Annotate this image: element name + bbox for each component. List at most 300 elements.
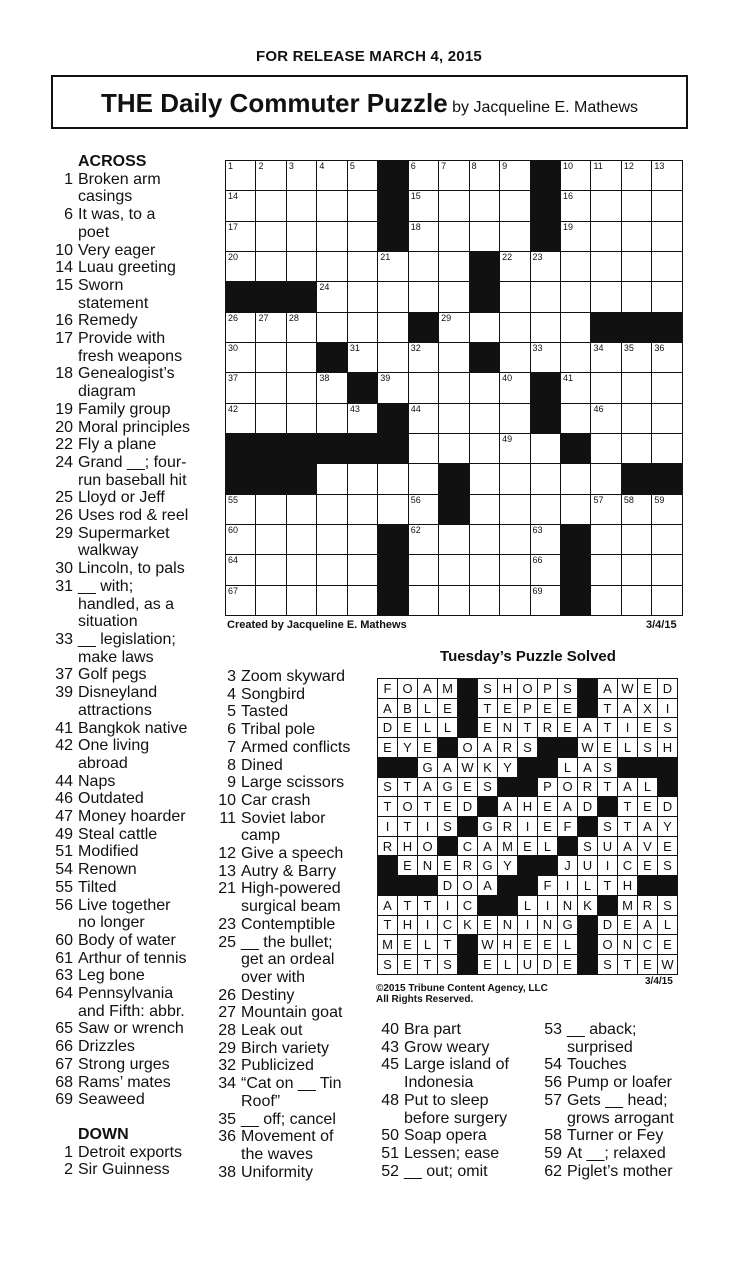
grid-cell[interactable] <box>226 373 256 403</box>
grid-cell[interactable] <box>256 403 286 433</box>
solution-cell: G <box>418 757 438 777</box>
solution-cell: T <box>438 935 458 955</box>
grid-cell[interactable] <box>347 161 377 191</box>
solution-cell: E <box>398 718 418 738</box>
clue-text-line: Steal cattle <box>78 825 158 843</box>
solution-cell: E <box>558 698 578 718</box>
puzzle-credit: Created by Jacqueline E. Mathews <box>227 619 407 631</box>
solution-cell: S <box>638 738 658 758</box>
grid-cell[interactable] <box>408 524 438 554</box>
clue-text-line: __ the bullet; <box>241 933 333 951</box>
clue-text-line: Movement of <box>241 1128 334 1146</box>
grid-cell[interactable] <box>347 251 377 281</box>
grid-cell[interactable] <box>256 191 286 221</box>
clue-item <box>213 1040 373 1058</box>
solution-cell: M <box>378 935 398 955</box>
solution-cell: A <box>598 679 618 699</box>
grid-cell[interactable] <box>347 342 377 372</box>
grid-cell[interactable] <box>591 555 621 585</box>
grid-cell[interactable] <box>469 494 499 524</box>
grid-cell[interactable] <box>591 282 621 312</box>
grid-cell[interactable] <box>500 585 530 615</box>
solution-cell: E <box>638 955 658 975</box>
grid-cell[interactable] <box>591 524 621 554</box>
grid-cell[interactable] <box>286 524 316 554</box>
grid-cell[interactable] <box>560 373 590 403</box>
grid-cell[interactable] <box>591 342 621 372</box>
grid-cell[interactable] <box>652 585 683 615</box>
clue-text-line: Publicized <box>241 1057 314 1075</box>
grid-cell[interactable] <box>378 282 408 312</box>
grid-cell[interactable] <box>652 251 683 281</box>
grid-cell[interactable] <box>591 251 621 281</box>
grid-cell[interactable] <box>286 251 316 281</box>
grid-row <box>226 282 683 312</box>
grid-cell[interactable] <box>317 585 347 615</box>
grid-cell[interactable] <box>286 161 316 191</box>
puzzle-grid <box>225 160 683 616</box>
grid-cell[interactable] <box>256 555 286 585</box>
cell-number: 59 <box>654 494 665 505</box>
grid-cell[interactable] <box>347 555 377 585</box>
grid-cell[interactable] <box>226 494 256 524</box>
grid-cell[interactable] <box>621 494 651 524</box>
cell-number: 63 <box>532 524 543 535</box>
solution-cell: E <box>438 698 458 718</box>
grid-cell[interactable] <box>530 585 560 615</box>
grid-cell[interactable] <box>591 494 621 524</box>
grid-cell[interactable] <box>286 191 316 221</box>
clue-item <box>213 880 373 915</box>
grid-cell[interactable] <box>500 524 530 554</box>
grid-cell[interactable] <box>256 524 286 554</box>
grid-cell[interactable] <box>621 161 651 191</box>
grid-cell[interactable] <box>317 494 347 524</box>
grid-cell[interactable] <box>500 282 530 312</box>
grid-cell[interactable] <box>439 373 469 403</box>
grid-cell[interactable] <box>500 373 530 403</box>
grid-cell[interactable] <box>317 464 347 494</box>
grid-cell[interactable] <box>439 403 469 433</box>
grid-cell[interactable] <box>591 373 621 403</box>
solution-row <box>378 718 678 738</box>
cell-number: 41 <box>562 373 573 384</box>
black-square <box>538 856 558 876</box>
black-square <box>652 464 683 494</box>
grid-cell[interactable] <box>621 221 651 251</box>
black-square <box>256 282 286 312</box>
grid-cell[interactable] <box>317 312 347 342</box>
grid-cell[interactable] <box>621 585 651 615</box>
clue-number: 60 <box>55 931 73 949</box>
grid-cell[interactable] <box>408 191 438 221</box>
black-square <box>378 856 398 876</box>
grid-cell[interactable] <box>286 555 316 585</box>
clue-text <box>73 808 220 826</box>
clue-text <box>73 578 220 631</box>
grid-cell[interactable] <box>226 342 256 372</box>
solution-cell: E <box>478 915 498 935</box>
grid-cell[interactable] <box>439 524 469 554</box>
grid-cell[interactable] <box>408 494 438 524</box>
cell-number: 44 <box>410 403 421 414</box>
grid-cell[interactable] <box>408 282 438 312</box>
grid-cell[interactable] <box>347 191 377 221</box>
black-square <box>652 312 683 342</box>
grid-cell[interactable] <box>226 161 256 191</box>
grid-cell[interactable] <box>317 524 347 554</box>
clue-text-line: Drizzles <box>78 1038 135 1056</box>
grid-cell[interactable] <box>347 221 377 251</box>
clue-item <box>50 401 220 419</box>
grid-cell[interactable] <box>621 524 651 554</box>
grid-cell[interactable] <box>286 342 316 372</box>
cell-number: 11 <box>593 161 603 171</box>
grid-cell[interactable] <box>469 555 499 585</box>
clue-number: 16 <box>55 312 73 330</box>
grid-cell[interactable] <box>500 555 530 585</box>
grid-cell[interactable] <box>439 251 469 281</box>
grid-cell[interactable] <box>591 403 621 433</box>
clue-item <box>50 578 220 631</box>
grid-cell[interactable] <box>500 403 530 433</box>
black-square <box>478 797 498 817</box>
grid-cell[interactable] <box>621 403 651 433</box>
solution-cell: O <box>458 876 478 896</box>
grid-cell[interactable] <box>530 464 560 494</box>
grid-cell[interactable] <box>560 342 590 372</box>
clue-number: 56 <box>544 1074 562 1092</box>
grid-cell[interactable] <box>500 342 530 372</box>
grid-cell[interactable] <box>530 433 560 463</box>
grid-cell[interactable] <box>621 251 651 281</box>
clue-text <box>236 703 373 721</box>
clue-number: 48 <box>381 1091 399 1109</box>
clue-text-line: Piglet’s mother <box>567 1162 673 1180</box>
clue-text <box>236 774 373 792</box>
grid-cell[interactable] <box>560 251 590 281</box>
grid-cell[interactable] <box>469 312 499 342</box>
grid-cell[interactable] <box>256 373 286 403</box>
solution-cell: T <box>618 955 638 975</box>
grid-cell[interactable] <box>652 191 683 221</box>
solution-cell: O <box>458 738 478 758</box>
grid-cell[interactable] <box>439 555 469 585</box>
grid-cell[interactable] <box>469 524 499 554</box>
grid-cell[interactable] <box>530 251 560 281</box>
grid-cell[interactable] <box>621 555 651 585</box>
solution-cell: A <box>478 876 498 896</box>
clue-number: 53 <box>544 1021 562 1038</box>
clue-text <box>236 1004 373 1022</box>
clue-item <box>213 1022 373 1040</box>
grid-cell[interactable] <box>439 433 469 463</box>
grid-cell[interactable] <box>560 221 590 251</box>
grid-cell[interactable] <box>256 251 286 281</box>
copyright-line-2: All Rights Reserved. <box>376 994 474 1005</box>
grid-cell[interactable] <box>469 403 499 433</box>
clue-text-line: __ off; cancel <box>241 1110 336 1128</box>
clue-text-line: Leg bone <box>78 967 145 985</box>
grid-cell[interactable] <box>408 373 438 403</box>
grid-cell[interactable] <box>439 161 469 191</box>
grid-cell[interactable] <box>408 403 438 433</box>
grid-cell[interactable] <box>378 464 408 494</box>
cell-number: 23 <box>532 251 543 262</box>
grid-cell[interactable] <box>347 585 377 615</box>
black-square <box>621 312 651 342</box>
grid-cell[interactable] <box>530 494 560 524</box>
solution-cell: E <box>478 718 498 738</box>
grid-cell[interactable] <box>621 433 651 463</box>
grid-cell[interactable] <box>652 494 683 524</box>
solution-cell: E <box>458 777 478 797</box>
grid-cell[interactable] <box>256 585 286 615</box>
grid-cell[interactable] <box>469 161 499 191</box>
solution-grid <box>377 678 678 975</box>
grid-cell[interactable] <box>591 191 621 221</box>
solution-cell: I <box>518 915 538 935</box>
clue-text-line: poet <box>78 223 110 241</box>
grid-cell[interactable] <box>652 221 683 251</box>
grid-cell[interactable] <box>560 403 590 433</box>
cell-number: 37 <box>228 373 239 384</box>
grid-cell[interactable] <box>347 494 377 524</box>
grid-cell[interactable] <box>652 161 683 191</box>
black-square <box>378 876 398 896</box>
solution-cell: K <box>478 757 498 777</box>
grid-cell[interactable] <box>591 221 621 251</box>
grid-cell[interactable] <box>347 403 377 433</box>
clue-item <box>50 419 220 437</box>
solution-row <box>378 777 678 797</box>
clue-number: 10 <box>218 791 236 809</box>
grid-cell[interactable] <box>530 342 560 372</box>
grid-cell[interactable] <box>469 191 499 221</box>
grid-cell[interactable] <box>591 161 621 191</box>
grid-cell[interactable] <box>317 373 347 403</box>
grid-cell[interactable] <box>621 282 651 312</box>
solution-cell: O <box>418 836 438 856</box>
black-square <box>538 738 558 758</box>
grid-cell[interactable] <box>591 464 621 494</box>
grid-cell[interactable] <box>439 312 469 342</box>
grid-cell[interactable] <box>347 524 377 554</box>
grid-cell[interactable] <box>317 221 347 251</box>
grid-cell[interactable] <box>226 524 256 554</box>
clue-text-line: Money hoarder <box>78 808 186 826</box>
grid-cell[interactable] <box>408 342 438 372</box>
grid-cell[interactable] <box>408 221 438 251</box>
grid-cell[interactable] <box>439 585 469 615</box>
grid-cell[interactable] <box>286 312 316 342</box>
black-square <box>560 555 590 585</box>
grid-cell[interactable] <box>621 373 651 403</box>
grid-cell[interactable] <box>226 251 256 281</box>
grid-cell[interactable] <box>621 191 651 221</box>
grid-cell[interactable] <box>591 585 621 615</box>
grid-cell[interactable] <box>500 494 530 524</box>
clue-text-line: Bangkok native <box>78 719 188 737</box>
grid-cell[interactable] <box>226 221 256 251</box>
grid-cell[interactable] <box>378 251 408 281</box>
clue-number: 51 <box>55 843 73 861</box>
grid-cell[interactable] <box>226 555 256 585</box>
grid-cell[interactable] <box>286 585 316 615</box>
grid-cell[interactable] <box>469 373 499 403</box>
grid-cell[interactable] <box>317 191 347 221</box>
cell-number: 19 <box>562 221 573 232</box>
clue-text-line: run baseball hit <box>78 471 187 489</box>
grid-cell[interactable] <box>500 191 530 221</box>
clue-text-line: Birch variety <box>241 1039 330 1057</box>
solution-cell: N <box>558 895 578 915</box>
grid-cell[interactable] <box>652 373 683 403</box>
black-square <box>560 524 590 554</box>
clue-number: 51 <box>381 1144 399 1162</box>
grid-cell[interactable] <box>591 433 621 463</box>
grid-cell[interactable] <box>347 312 377 342</box>
solution-cell: E <box>478 955 498 975</box>
grid-cell[interactable] <box>652 433 683 463</box>
clue-item <box>376 1127 536 1145</box>
grid-cell[interactable] <box>439 282 469 312</box>
solution-cell: Y <box>398 738 418 758</box>
clue-text <box>562 1127 689 1145</box>
grid-cell[interactable] <box>530 312 560 342</box>
solution-cell: T <box>618 797 638 817</box>
grid-cell[interactable] <box>439 342 469 372</box>
cell-number: 66 <box>532 555 543 566</box>
grid-cell[interactable] <box>439 191 469 221</box>
clue-number: 33 <box>55 630 73 648</box>
grid-cell[interactable] <box>560 282 590 312</box>
grid-cell[interactable] <box>500 251 530 281</box>
grid-cell[interactable] <box>469 464 499 494</box>
clue-item <box>50 790 220 808</box>
grid-cell[interactable] <box>652 403 683 433</box>
solution-row <box>378 757 678 777</box>
grid-cell[interactable] <box>469 585 499 615</box>
solution-cell: K <box>578 895 598 915</box>
cell-number: 35 <box>623 342 634 353</box>
grid-cell[interactable] <box>439 221 469 251</box>
grid-cell[interactable] <box>226 312 256 342</box>
clue-text <box>236 1057 373 1075</box>
grid-cell[interactable] <box>256 221 286 251</box>
grid-cell[interactable] <box>408 555 438 585</box>
clue-number: 6 <box>64 206 73 224</box>
solution-cell: E <box>618 915 638 935</box>
grid-cell[interactable] <box>530 555 560 585</box>
clue-text-line: Genealogist’s <box>78 365 175 383</box>
grid-cell[interactable] <box>500 312 530 342</box>
cell-number: 13 <box>654 161 665 171</box>
clue-text-line: Naps <box>78 772 116 790</box>
grid-cell[interactable] <box>286 494 316 524</box>
black-square <box>560 585 590 615</box>
cell-number: 29 <box>441 312 452 323</box>
clue-text <box>236 686 373 704</box>
grid-cell[interactable] <box>621 342 651 372</box>
grid-cell[interactable] <box>560 494 590 524</box>
solution-cell: C <box>638 935 658 955</box>
grid-cell[interactable] <box>652 524 683 554</box>
grid-cell[interactable] <box>286 373 316 403</box>
grid-cell[interactable] <box>500 221 530 251</box>
grid-cell[interactable] <box>256 161 286 191</box>
grid-cell[interactable] <box>317 555 347 585</box>
cell-number: 22 <box>502 251 513 262</box>
grid-cell[interactable] <box>652 342 683 372</box>
solution-row <box>378 876 678 896</box>
clue-text <box>73 507 220 525</box>
puzzle-title: THE Daily Commuter Puzzle <box>100 88 448 118</box>
grid-cell[interactable] <box>226 191 256 221</box>
grid-cell[interactable] <box>317 251 347 281</box>
black-square <box>498 876 518 896</box>
grid-cell[interactable] <box>500 464 530 494</box>
grid-cell[interactable] <box>317 161 347 191</box>
grid-cell[interactable] <box>408 251 438 281</box>
grid-cell[interactable] <box>286 221 316 251</box>
grid-cell[interactable] <box>317 403 347 433</box>
grid-cell[interactable] <box>652 282 683 312</box>
grid-cell[interactable] <box>652 555 683 585</box>
grid-cell[interactable] <box>347 464 377 494</box>
clue-text-line: and Fifth: abbr. <box>78 1002 185 1020</box>
clue-text-line: Touches <box>567 1056 627 1074</box>
grid-cell[interactable] <box>256 312 286 342</box>
grid-cell[interactable] <box>378 373 408 403</box>
grid-cell[interactable] <box>469 433 499 463</box>
grid-cell[interactable] <box>378 494 408 524</box>
clue-item <box>213 934 373 987</box>
clue-number: 26 <box>55 507 73 525</box>
grid-cell[interactable] <box>256 494 286 524</box>
solution-cell: L <box>618 738 638 758</box>
grid-cell[interactable] <box>378 312 408 342</box>
grid-cell[interactable] <box>378 342 408 372</box>
clue-text <box>73 720 220 738</box>
grid-cell[interactable] <box>560 161 590 191</box>
grid-cell[interactable] <box>500 433 530 463</box>
grid-cell[interactable] <box>560 312 590 342</box>
grid-cell[interactable] <box>347 282 377 312</box>
grid-cell[interactable] <box>408 464 438 494</box>
clue-text <box>236 987 373 1005</box>
grid-cell[interactable] <box>560 464 590 494</box>
grid-cell[interactable] <box>226 585 256 615</box>
grid-cell[interactable] <box>560 191 590 221</box>
grid-cell[interactable] <box>530 524 560 554</box>
grid-cell[interactable] <box>408 433 438 463</box>
grid-cell[interactable] <box>469 221 499 251</box>
grid-cell[interactable] <box>408 161 438 191</box>
clue-text <box>236 880 373 915</box>
grid-cell[interactable] <box>317 282 347 312</box>
grid-cell[interactable] <box>226 403 256 433</box>
black-square <box>578 955 598 975</box>
solution-cell: S <box>478 679 498 699</box>
black-square <box>378 191 408 221</box>
black-square <box>578 935 598 955</box>
grid-cell[interactable] <box>530 282 560 312</box>
grid-cell[interactable] <box>500 161 530 191</box>
grid-cell[interactable] <box>286 403 316 433</box>
grid-cell[interactable] <box>408 585 438 615</box>
grid-cell[interactable] <box>256 342 286 372</box>
